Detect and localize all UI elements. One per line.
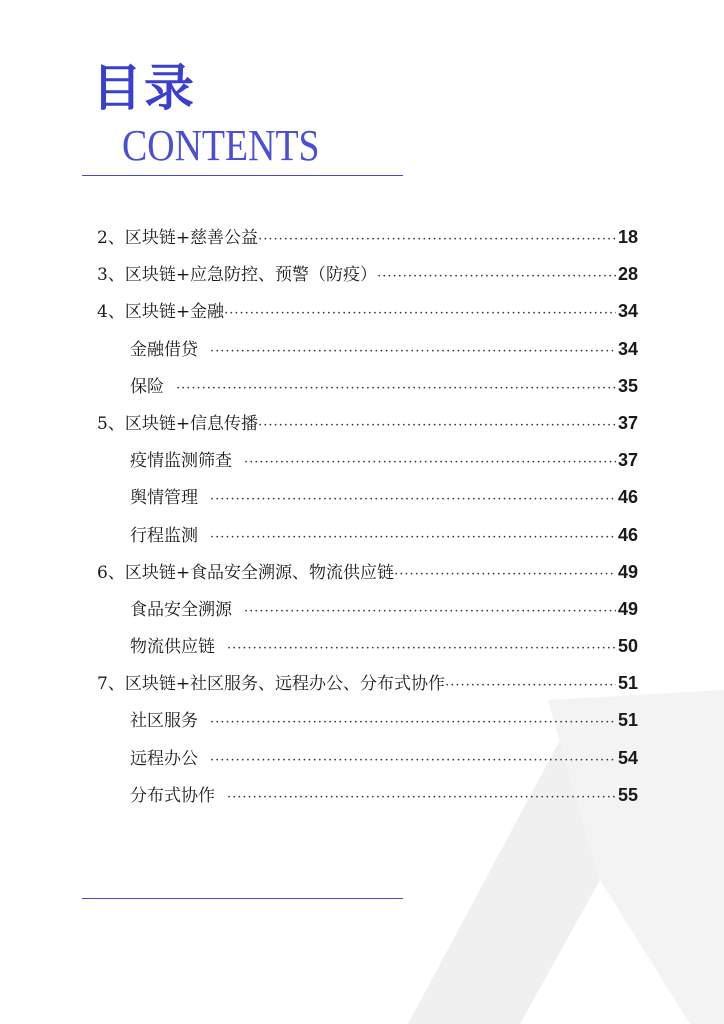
toc-leader-dots bbox=[210, 485, 616, 515]
toc-page-number: 37 bbox=[617, 412, 638, 433]
toc-page-number: 49 bbox=[617, 598, 638, 619]
toc-page-number: 55 bbox=[617, 784, 638, 805]
toc-leader-dots bbox=[227, 783, 616, 813]
toc-subentry[interactable] bbox=[97, 334, 638, 371]
toc-leader-dots bbox=[258, 411, 616, 441]
toc-entry[interactable] bbox=[97, 557, 638, 594]
toc-page-number: 28 bbox=[617, 264, 638, 285]
toc-leader-dots bbox=[210, 746, 616, 776]
toc-page-number: 50 bbox=[617, 636, 638, 657]
toc-page-number: 49 bbox=[617, 561, 638, 582]
toc-entry-title: 食品安全溯源 bbox=[130, 599, 232, 620]
toc-entry-title: 金融借贷 bbox=[130, 339, 198, 360]
toc-leader-dots bbox=[227, 634, 616, 664]
toc-entry[interactable] bbox=[97, 296, 638, 333]
bottom-divider bbox=[82, 898, 403, 899]
toc-entry-title: 舆情管理 bbox=[130, 488, 198, 509]
toc-entry-title: 6、区块链+食品安全溯源、物流供应链 bbox=[97, 562, 395, 583]
toc-entry-title: 物流供应链 bbox=[130, 637, 215, 658]
toc-page-number: 18 bbox=[617, 227, 638, 247]
toc-page-number: 46 bbox=[617, 487, 638, 508]
page-title: 目录 bbox=[92, 59, 196, 117]
toc-page-number: 46 bbox=[617, 524, 638, 545]
toc-leader-dots bbox=[445, 671, 616, 701]
toc-entry[interactable] bbox=[97, 408, 638, 445]
toc-page-number: 35 bbox=[617, 375, 638, 396]
toc-entry-title: 疫情监测筛查 bbox=[130, 451, 232, 472]
toc-entry[interactable] bbox=[97, 259, 638, 296]
toc-page-number: 51 bbox=[617, 710, 638, 731]
toc-subentry[interactable] bbox=[97, 705, 638, 742]
toc-subentry[interactable] bbox=[97, 520, 638, 557]
toc-leader-dots bbox=[210, 708, 616, 738]
toc-leader-dots bbox=[176, 374, 616, 404]
toc-entry-title: 7、区块链+社区服务、远程办公、分布式协作 bbox=[97, 674, 446, 695]
toc-page-number: 51 bbox=[617, 673, 638, 694]
title-divider bbox=[82, 175, 403, 176]
toc-entry-title: 3、区块链+应急防控、预警（防疫） bbox=[97, 265, 378, 286]
toc-entry[interactable] bbox=[97, 222, 638, 259]
toc-page-number: 34 bbox=[617, 338, 638, 359]
toc-entry-title: 保险 bbox=[130, 376, 164, 397]
toc-entry-title: 远程办公 bbox=[130, 748, 198, 769]
toc-entry-title: 行程监测 bbox=[130, 525, 198, 546]
toc-subentry[interactable] bbox=[97, 631, 638, 668]
toc-entry-title: 4、区块链+金融 bbox=[97, 302, 225, 323]
toc-entry-title: 5、区块链+信息传播 bbox=[97, 413, 259, 434]
toc-leader-dots bbox=[394, 560, 616, 590]
toc-leader-dots bbox=[244, 597, 616, 627]
toc-leader-dots bbox=[377, 262, 616, 292]
toc-entry-title: 分布式协作 bbox=[130, 785, 215, 806]
toc-leader-dots bbox=[224, 299, 616, 329]
toc-page-number: 34 bbox=[617, 301, 638, 322]
table-of-contents bbox=[97, 222, 638, 817]
toc-page-number: 54 bbox=[617, 747, 638, 768]
toc-subentry[interactable] bbox=[97, 594, 638, 631]
toc-subentry[interactable] bbox=[97, 780, 638, 817]
toc-page-number: 37 bbox=[617, 450, 638, 471]
toc-subentry[interactable] bbox=[97, 445, 638, 482]
toc-leader-dots bbox=[210, 337, 616, 367]
toc-leader-dots bbox=[210, 523, 616, 553]
toc-entry[interactable] bbox=[97, 668, 638, 705]
toc-entry-title: 社区服务 bbox=[130, 711, 198, 732]
page-subtitle: CONTENTS bbox=[122, 121, 320, 170]
toc-leader-dots bbox=[244, 448, 616, 478]
toc-leader-dots bbox=[258, 225, 616, 255]
toc-subentry[interactable] bbox=[97, 743, 638, 780]
toc-subentry[interactable] bbox=[97, 482, 638, 519]
toc-entry-title: 2、区块链+慈善公益 bbox=[97, 228, 259, 248]
toc-subentry[interactable] bbox=[97, 371, 638, 408]
